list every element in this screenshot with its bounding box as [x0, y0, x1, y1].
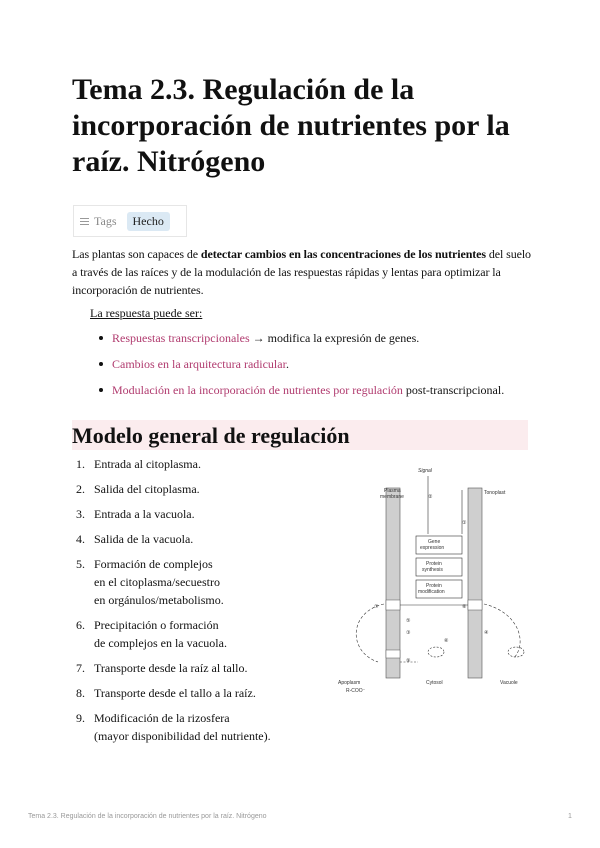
- num-1: ①: [462, 520, 467, 526]
- step-number: 8.: [76, 686, 85, 700]
- page-title: Tema 2.3. Regulación de la incorporación de nutrientes por la raíz. Nitrógeno: [72, 73, 510, 178]
- step-text: Formación de complejos en el citoplasma/secuestro en orgánulos/metabolismo.: [94, 557, 224, 607]
- apoplasm-label: Apoplasm: [338, 680, 361, 686]
- num-6: ⑥: [444, 638, 449, 644]
- list-item: [92, 354, 504, 380]
- cytosol-label: Cytosol: [426, 680, 443, 686]
- step-number: 3.: [76, 507, 85, 521]
- num-2: ②: [428, 494, 433, 500]
- step-text: Entrada al citoplasma.: [94, 457, 201, 471]
- bullet-link[interactable]: Modulación en la incorporación de nutrientes por regulación: [112, 383, 403, 397]
- response-list: [92, 328, 504, 406]
- num-8: ⑧: [462, 604, 467, 610]
- tags-label-text: Tags: [94, 213, 117, 228]
- tonoplast-membrane: [468, 488, 482, 678]
- tags-property[interactable]: [73, 205, 187, 237]
- list-item: [76, 480, 296, 498]
- bullet-link[interactable]: Respuestas transcripcionales: [112, 331, 250, 345]
- list-item: [76, 709, 296, 745]
- vacuole-label: Vacuole: [500, 680, 518, 686]
- list-item: [76, 659, 296, 677]
- transporter-tonoplast: [468, 600, 482, 610]
- num-5: ⑤: [406, 618, 411, 624]
- list-item: [76, 555, 296, 609]
- intro-paragraph: [72, 245, 532, 299]
- plasma-label: Plasma membrane: [380, 488, 404, 500]
- intro-bold: detectar cambios en las concentraciones de los nutrientes: [200, 247, 486, 261]
- regulation-diagram: [338, 462, 532, 694]
- step-text: Entrada a la vacuola.: [94, 507, 195, 521]
- left-curve-arrow: [356, 604, 384, 662]
- bullet-rest: post-transcripcional.: [402, 383, 505, 397]
- page-number: 1: [568, 813, 572, 820]
- right-curve-arrow: [484, 604, 520, 658]
- step-text: Modificación de la rizosfera (mayor disponibilidad del nutriente).: [94, 711, 271, 743]
- section-heading: Modelo general de regulación: [72, 420, 528, 450]
- tonoplast-label: Tonoplast: [484, 490, 506, 496]
- protein-synthesis-label: Protein synthesis: [422, 561, 443, 573]
- protein-modification-label: Protein modification: [418, 583, 445, 595]
- step-number: 7.: [76, 661, 85, 675]
- step-text: Transporte desde la raíz al tallo.: [94, 661, 248, 675]
- list-item: [76, 505, 296, 523]
- step-number: 1.: [76, 457, 85, 471]
- list-item: [92, 328, 504, 354]
- step-number: 4.: [76, 532, 85, 546]
- tags-label: [80, 214, 117, 229]
- list-item: [92, 380, 504, 406]
- signal-label: Signal: [418, 468, 432, 474]
- page-footer: Tema 2.3. Regulación de la incorporación de nutrientes por la raíz. Nitrógeno: [28, 813, 267, 820]
- transporter-plasma-2: [386, 650, 400, 658]
- list-item: [76, 684, 296, 702]
- tag-chip[interactable]: Hecho: [127, 212, 170, 231]
- bullet-rest: → modifica la expresión de genes.: [249, 331, 420, 345]
- intro-before: Las plantas son capaces de: [72, 247, 201, 261]
- step-text: Precipitación o formación de complejos en la vacuola.: [94, 618, 227, 650]
- response-label: La respuesta puede ser:: [90, 306, 203, 320]
- num-4: ④: [484, 630, 489, 636]
- step-number: 5.: [76, 557, 85, 571]
- bullet-link[interactable]: Cambios en la arquitectura radicular: [112, 357, 286, 371]
- num-7: ⑦: [374, 604, 379, 610]
- gene-expression-label: Gene expression: [420, 539, 445, 551]
- step-number: 2.: [76, 482, 85, 496]
- list-item: [76, 616, 296, 652]
- list-icon: [80, 218, 89, 225]
- step-text: Salida de la vacuola.: [94, 532, 194, 546]
- intro-after: del suelo a través de las raíces y de la modulación de las respuestas rápidas y lentas para optimizar la incorporación de nutrientes.: [72, 247, 531, 297]
- plasma-membrane: [386, 488, 400, 678]
- step-text: Salida del citoplasma.: [94, 482, 200, 496]
- list-item: [76, 530, 296, 548]
- rcoo-label: R-COO⁻: [346, 688, 366, 694]
- step-number: 9.: [76, 711, 85, 725]
- list-item: [76, 455, 296, 473]
- step-number: 6.: [76, 618, 85, 632]
- bullet-rest: .: [285, 357, 289, 371]
- cytosol-loop: [428, 647, 444, 657]
- num-3: ③: [406, 630, 411, 636]
- transporter-plasma: [386, 600, 400, 610]
- num-9: ⑨: [406, 658, 411, 664]
- steps-list: [76, 455, 296, 752]
- step-text: Transporte desde el tallo a la raíz.: [94, 686, 256, 700]
